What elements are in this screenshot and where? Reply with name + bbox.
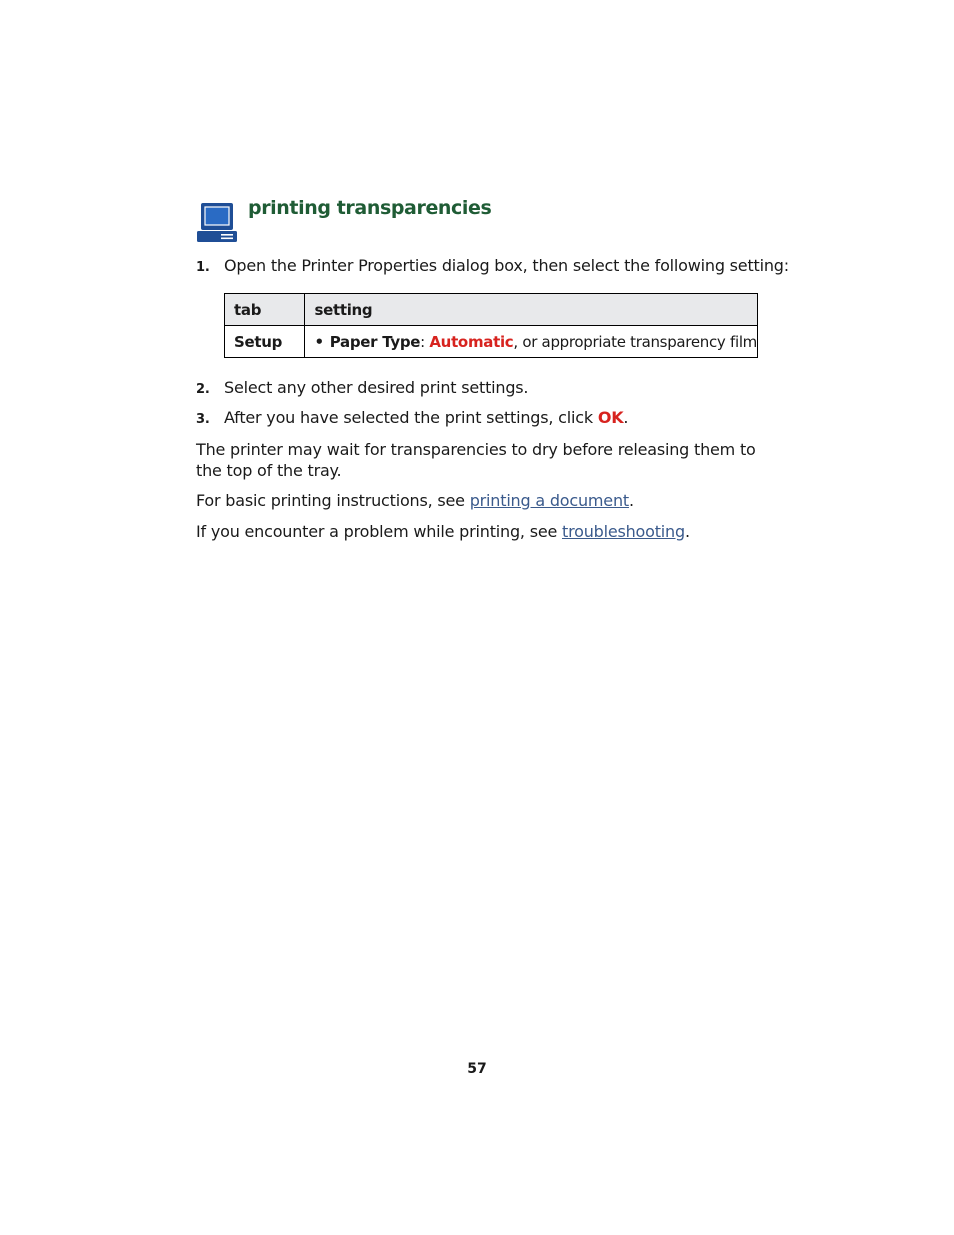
table-row [225,326,758,358]
step-text: Select any other desired print settings. [224,378,529,397]
section-heading [197,197,757,245]
settings-table [224,293,758,358]
paragraph-text-end: . [628,491,634,510]
computer-icon [197,203,239,243]
bullet: • [314,332,324,351]
tab-cell: Setup [225,326,305,358]
setting-cell [305,326,758,358]
basic-instructions-paragraph [196,490,758,511]
page-number: 57 [467,1061,487,1077]
paragraph-text-end: . [684,522,690,541]
step-number: 1. [196,260,210,275]
step-2 [196,378,528,397]
step-text: After you have selected the print settings, click [224,408,598,427]
paragraph-text: If you encounter a problem while printing, see [196,522,562,541]
printing-a-document-link[interactable]: printing a document [469,491,629,510]
setting-separator: : [420,332,430,351]
step-1 [196,256,789,275]
setting-value: Automatic [429,332,514,351]
step-number: 2. [196,382,210,397]
step-text-end: . [623,408,629,427]
paragraph-text: For basic printing instructions, see [196,491,470,510]
problem-paragraph [196,521,758,542]
ok-button-label: OK [597,408,624,427]
step-3 [196,408,628,427]
section-title: printing transparencies [248,197,492,219]
setting-label: Paper Type [329,332,421,351]
table-header-row [225,294,758,326]
column-header-setting: setting [305,294,758,326]
step-text: Open the Printer Properties dialog box, then select the following setting: [224,256,789,275]
dry-note-paragraph: The printer may wait for transparencies to dry before releasing them to the top of the tray. [196,440,756,480]
column-header-tab: tab [225,294,305,326]
step-number: 3. [196,412,210,427]
setting-rest: , or appropriate transparency film [513,332,757,351]
troubleshooting-link[interactable]: troubleshooting [562,522,685,541]
